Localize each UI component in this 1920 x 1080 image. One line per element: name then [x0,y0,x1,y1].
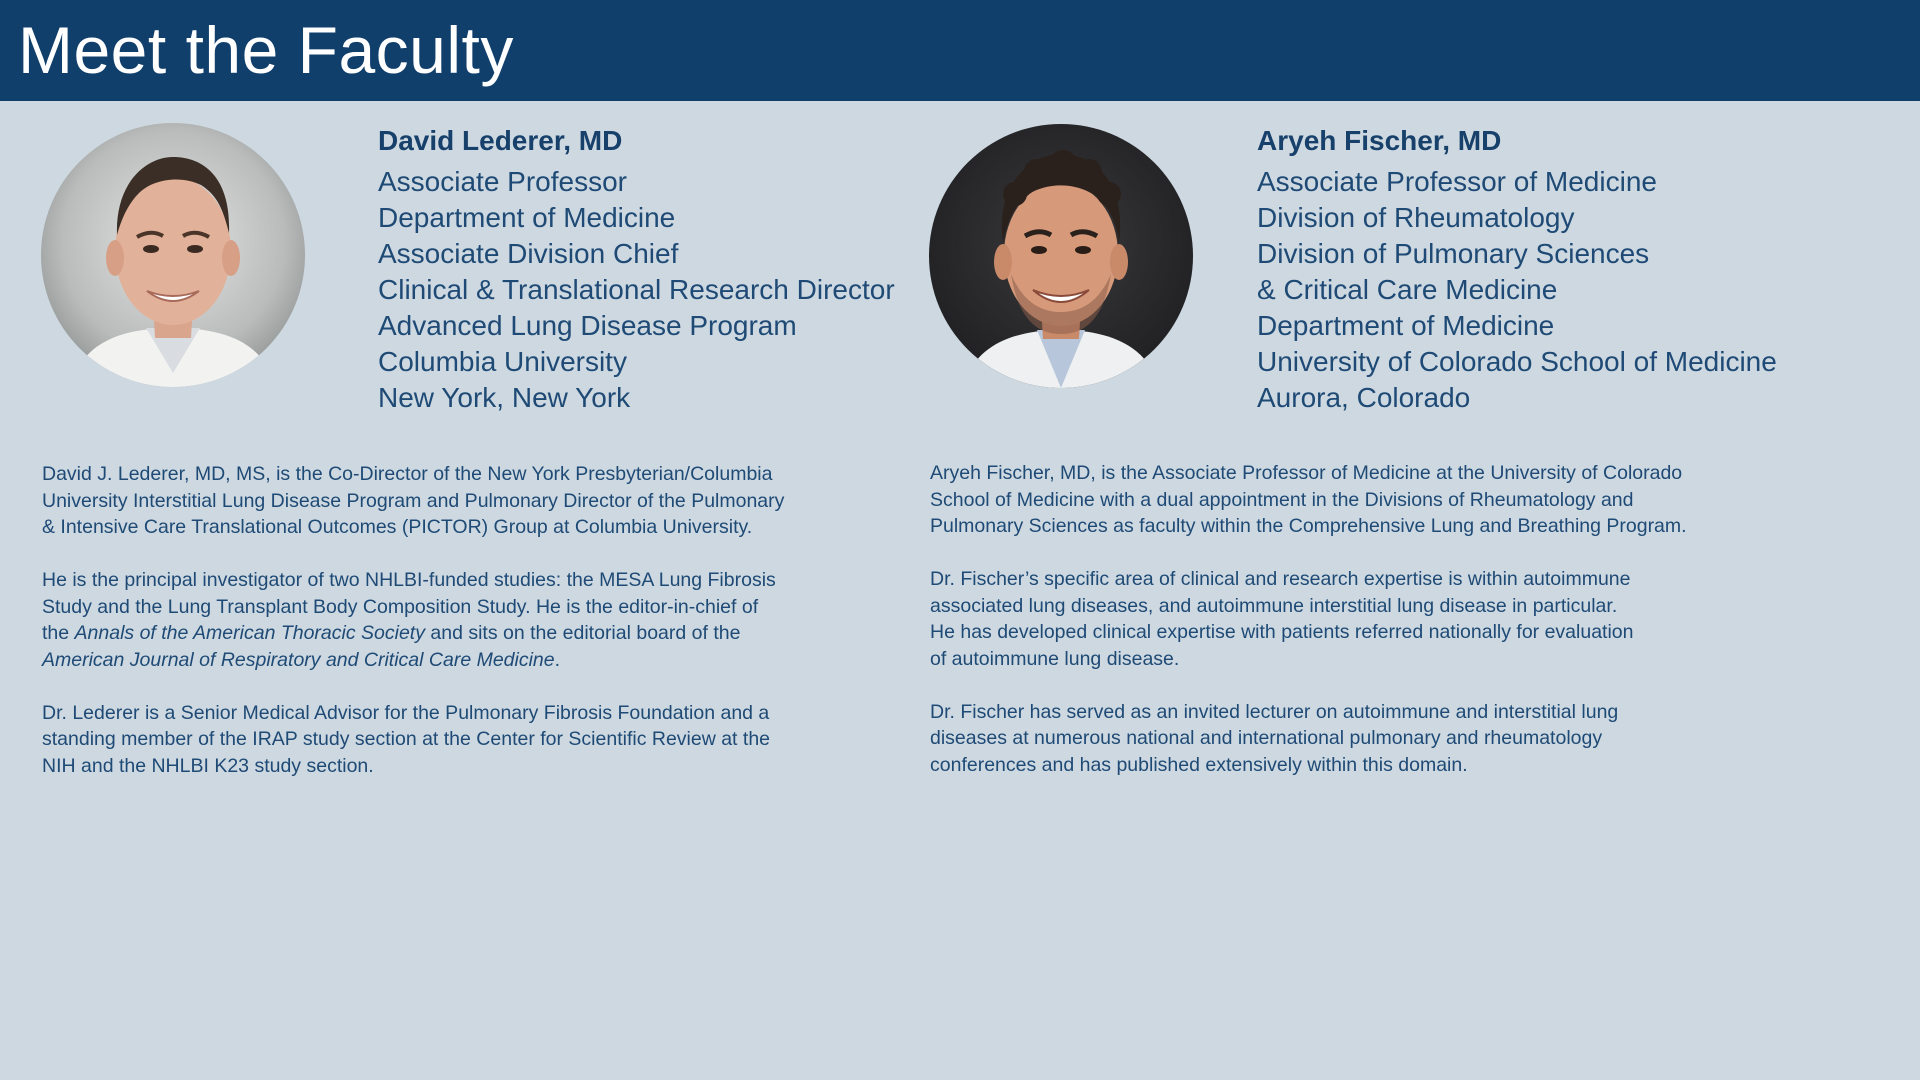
bio-line: standing member of the IRAP study section at the Center for Scientific Review at the [42,728,771,750]
bio-line: Dr. Fischer has served as an invited lecturer on autoimmune and interstitial lung [930,700,1619,723]
faculty-title-line: University of Colorado School of Medicine [1257,346,1777,377]
faculty-title-line: Aurora, Colorado [1257,382,1471,413]
faculty-bio-fischer [930,460,1810,805]
faculty-bio-lederer [42,461,922,806]
bio-line: diseases at numerous national and international pulmonary and rheumatology [930,727,1603,749]
faculty-info-lederer [378,122,895,416]
bio-line: He has developed clinical expertise with patients referred nationally for evaluation [930,621,1634,643]
faculty-title-line: Division of Rheumatology [1257,202,1575,233]
bio-text: and sits on the editorial board of the [424,622,741,644]
faculty-name: David Lederer, MD [378,125,623,156]
bio-line: Pulmonary Sciences as faculty within the Comprehensive Lung and Breathing Program. [930,515,1687,537]
faculty-photo-fischer [929,124,1193,388]
faculty-title-line: Associate Division Chief [378,238,679,269]
journal-title: Annals of the American Thoracic Society [74,622,425,644]
bio-paragraph [42,700,922,780]
bio-line: School of Medicine with a dual appointment in the Divisions of Rheumatology and [930,488,1634,511]
bio-line: University Interstitial Lung Disease Program and Pulmonary Director of the Pulmonary [42,489,785,512]
bio-paragraph [930,460,1810,540]
bio-line: of autoimmune lung disease. [930,647,1180,670]
portrait-photo-icon [929,124,1193,388]
journal-title: American Journal of Respiratory and Critical Care Medicine [42,648,555,671]
bio-line: Dr. Lederer is a Senior Medical Advisor for the Pulmonary Fibrosis Foundation and a [42,701,770,724]
faculty-name: Aryeh Fischer, MD [1257,125,1502,156]
faculty-titles [378,164,895,416]
bio-line: conferences and has published extensively within this domain. [930,753,1468,776]
faculty-title-line: Clinical & Translational Research Director [378,274,895,305]
faculty-title-line: Department of Medicine [378,202,676,233]
bio-line: David J. Lederer, MD, MS, is the Co-Director of the New York Presbyterian/Columbia [42,463,773,485]
faculty-title-line: Department of Medicine [1257,310,1555,341]
bio-line: NIH and the NHLBI K23 study section. [42,754,374,777]
bio-line: Study and the Lung Transplant Body Composition Study. He is the editor-in-chief of [42,595,759,618]
faculty-title-line: New York, New York [378,382,631,413]
bio-line [42,647,922,674]
bio-line [42,620,922,647]
bio-line: Dr. Fischer’s specific area of clinical and research expertise is within autoimmune [930,568,1631,590]
bio-line: associated lung diseases, and autoimmune interstitial lung disease in particular. [930,594,1618,617]
faculty-titles [1257,164,1777,416]
portrait-photo-icon [41,123,305,387]
faculty-title-line: Associate Professor of Medicine [1257,166,1657,197]
bio-paragraph [42,567,922,673]
page-title: Meet the Faculty [18,13,514,87]
bio-text: the [42,622,75,644]
faculty-title-line: Columbia University [378,346,627,377]
faculty-photo-lederer [41,123,305,387]
faculty-title-line: & Critical Care Medicine [1257,274,1558,305]
bio-line: Aryeh Fischer, MD, is the Associate Professor of Medicine at the University of Colorado [930,462,1683,484]
bio-paragraph [42,461,922,541]
bio-text: . [554,648,561,671]
faculty-title-line: Division of Pulmonary Sciences [1257,238,1650,269]
bio-paragraph [930,566,1810,672]
bio-line: He is the principal investigator of two NHLBI-funded studies: the MESA Lung Fibrosis [42,569,776,591]
faculty-title-line: Associate Professor [378,166,627,197]
faculty-info-fischer [1257,122,1777,416]
header-bar [0,0,1920,101]
bio-paragraph [930,699,1810,779]
faculty-title-line: Advanced Lung Disease Program [378,310,797,341]
bio-line: & Intensive Care Translational Outcomes (PICTOR) Group at Columbia University. [42,516,753,538]
